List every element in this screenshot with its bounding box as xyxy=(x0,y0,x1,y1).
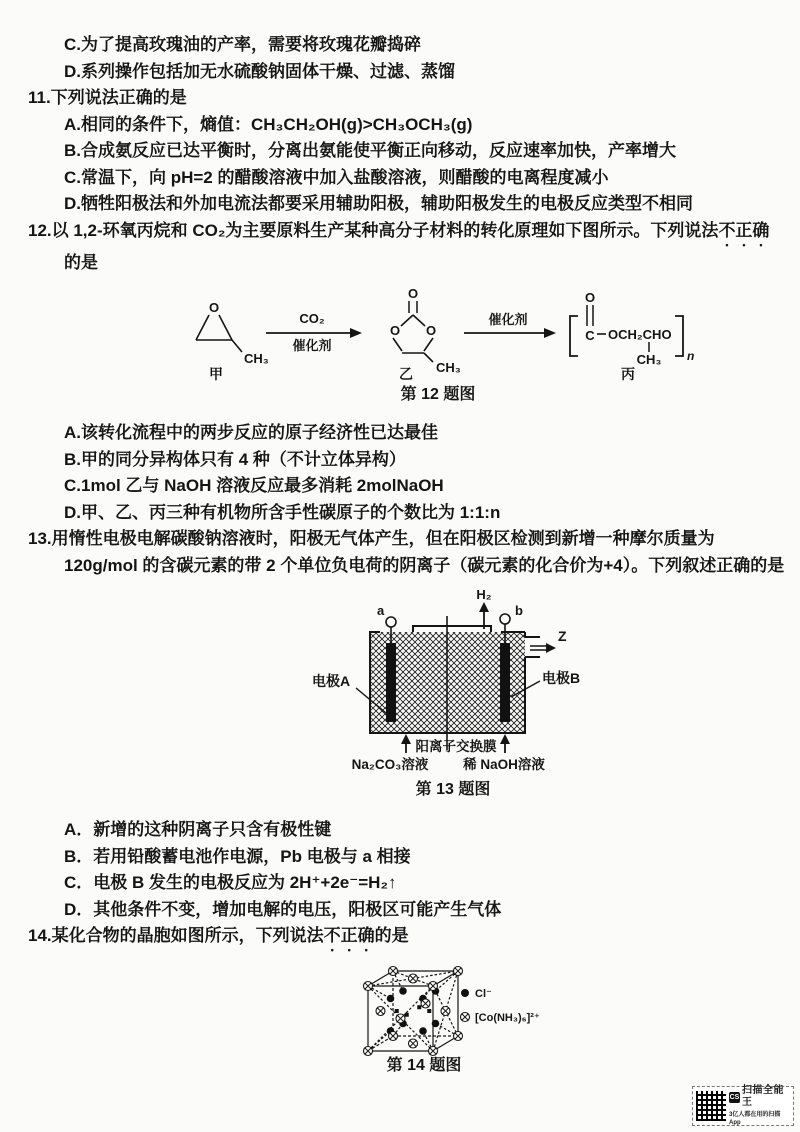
arrow1-co2-label: CO₂ xyxy=(299,311,325,326)
right-solution-label: 稀 NaOH溶液 xyxy=(463,757,545,772)
polymer-carbon-label: C xyxy=(585,328,595,343)
q12-stem-emphasis: 不正确 xyxy=(718,220,770,240)
compound-bing-label: 丙 xyxy=(621,366,635,382)
arrow1-catalyst-label: 催化剂 xyxy=(292,338,332,353)
figure-q12-reaction-scheme xyxy=(28,282,792,408)
membrane-label: 阳离子交换膜 xyxy=(415,739,497,754)
electrode-a-bar xyxy=(386,643,396,722)
electrode-a-label: 电极A xyxy=(312,673,351,689)
terminal-a-circle xyxy=(386,617,396,627)
ring-oxygen-right-label: O xyxy=(425,323,437,338)
q10-option-c: C.为了提高玫瑰油的产率，需要将玫瑰花瓣捣碎 xyxy=(64,35,421,54)
q14-stem-post: 的是 xyxy=(374,926,409,945)
ring-oxygen-left-label: O xyxy=(389,323,401,338)
polymer-chain-label: OCH₂CHO xyxy=(608,327,672,342)
q12-stem-line2: 的是 xyxy=(64,252,98,272)
electrode-b-label: 电极B xyxy=(542,670,581,686)
legend-complex-label: [Co(NH₃)₆]²⁺ xyxy=(475,1012,540,1024)
qr-code xyxy=(696,1091,726,1121)
q13-figure-caption: 第 13 题图 xyxy=(415,781,491,798)
arrow2-catalyst-label: 催化剂 xyxy=(488,312,528,327)
compound-jia-label: 甲 xyxy=(209,366,223,382)
q12-stem-text: 12.以 1,2-环氧丙烷和 CO₂为主要原料生产某种高分子材料的转化原理如下图所示。下列说法 xyxy=(28,220,719,240)
terminal-b-label: b xyxy=(515,603,523,618)
legend-cl-label: Cl⁻ xyxy=(475,988,492,1000)
carbonate-methyl-label: CH₃ xyxy=(436,360,461,375)
legend-cl-icon xyxy=(461,989,469,997)
q11-option-b: B.合成氨反应已达平衡时，分离出氨能使平衡正向移动，反应速率加快，产率增大 xyxy=(64,141,676,160)
figure-q13-electrolysis-cell xyxy=(28,585,792,803)
left-solution-label: Na₂CO₃溶液 xyxy=(351,757,429,772)
q13-option-d: D．其他条件不变，增加电解的电压，阳极区可能产生气体 xyxy=(64,899,502,919)
polymer-n-label: n xyxy=(687,349,695,363)
cs-logo-icon: CS xyxy=(729,1093,740,1101)
q12-option-a: A.该转化流程中的两步反应的原子经济性已达最佳 xyxy=(64,423,438,442)
q13-stem-line2: 120g/mol 的含碳元素的带 2 个单位负电荷的阴离子（碳元素的化合价为+4）。下列叙述正确的是 xyxy=(64,555,785,575)
q14-stem xyxy=(28,923,792,955)
q11-option-d: D.牺牲阳极法和外加电流法都要采用辅助阳极，辅助阳极发生的电极反应类型不相同 xyxy=(64,194,693,213)
q12-stem-line1 xyxy=(28,218,792,250)
chloride-ions xyxy=(387,987,440,1035)
polymer-oxygen-label: O xyxy=(584,290,596,305)
output-z-label: Z xyxy=(558,628,567,644)
terminal-a-label: a xyxy=(377,603,385,618)
q11-stem: 11.下列说法正确的是 xyxy=(28,88,187,107)
q13-option-c: C．电极 B 发生的电极反应为 2H⁺+2e⁻=H₂↑ xyxy=(64,873,397,892)
figure-q14-unit-cell xyxy=(28,961,792,1079)
compound-yi-label: 乙 xyxy=(399,366,413,382)
q10-option-d: D.系列操作包括加无水硫酸钠固体干燥、过滤、蒸馏 xyxy=(64,61,455,81)
q12-option-d: D.甲、乙、丙三种有机物所含手性碳原子的个数比为 1:1:n xyxy=(64,502,501,522)
q13-stem-line1: 13.用惰性电极电解碳酸钠溶液时，阳极无气体产生，但在阳极区检测到新增一种摩尔质量为 xyxy=(28,529,715,548)
epoxide-methyl-label: CH₃ xyxy=(244,351,269,366)
q12-option-b: B.甲的同分异构体只有 4 种（不计立体异构） xyxy=(64,449,406,469)
electrode-b-bar xyxy=(500,643,510,722)
terminal-b-circle xyxy=(500,614,510,624)
hydrogen-gas-label: H₂ xyxy=(476,587,492,602)
carbonate-oxygen-label: O xyxy=(407,286,419,301)
q14-figure-caption: 第 14 题图 xyxy=(386,1057,462,1074)
q11-option-c: C.常温下，向 pH=2 的醋酸溶液中加入盐酸溶液，则醋酸的电离程度减小 xyxy=(64,167,609,187)
scanner-watermark xyxy=(692,1086,794,1126)
q12-figure-caption: 第 12 题图 xyxy=(400,386,476,403)
watermark-tagline: 3亿人都在用的扫描App xyxy=(729,1112,781,1126)
q14-stem-emphasis: 不正确 xyxy=(323,926,375,945)
watermark-brand: 扫描全能王 xyxy=(742,1085,784,1108)
q11-option-a: A.相同的条件下，熵值：CH₃CH₂OH(g)>CH₃OCH₃(g) xyxy=(64,114,473,134)
polymer-methyl-label: CH₃ xyxy=(636,352,662,367)
epoxide-oxygen-label: O xyxy=(208,300,220,315)
q14-stem-text: 14.某化合物的晶胞如图所示，下列说法 xyxy=(28,926,324,945)
q12-option-c: C.1mol 乙与 NaOH 溶液反应最多消耗 2molNaOH xyxy=(64,476,444,495)
q13-option-b: B．若用铅酸蓄电池作电源，Pb 电极与 a 相接 xyxy=(64,846,411,866)
q13-option-a: A．新增的这种阴离子只含有极性键 xyxy=(64,820,332,839)
